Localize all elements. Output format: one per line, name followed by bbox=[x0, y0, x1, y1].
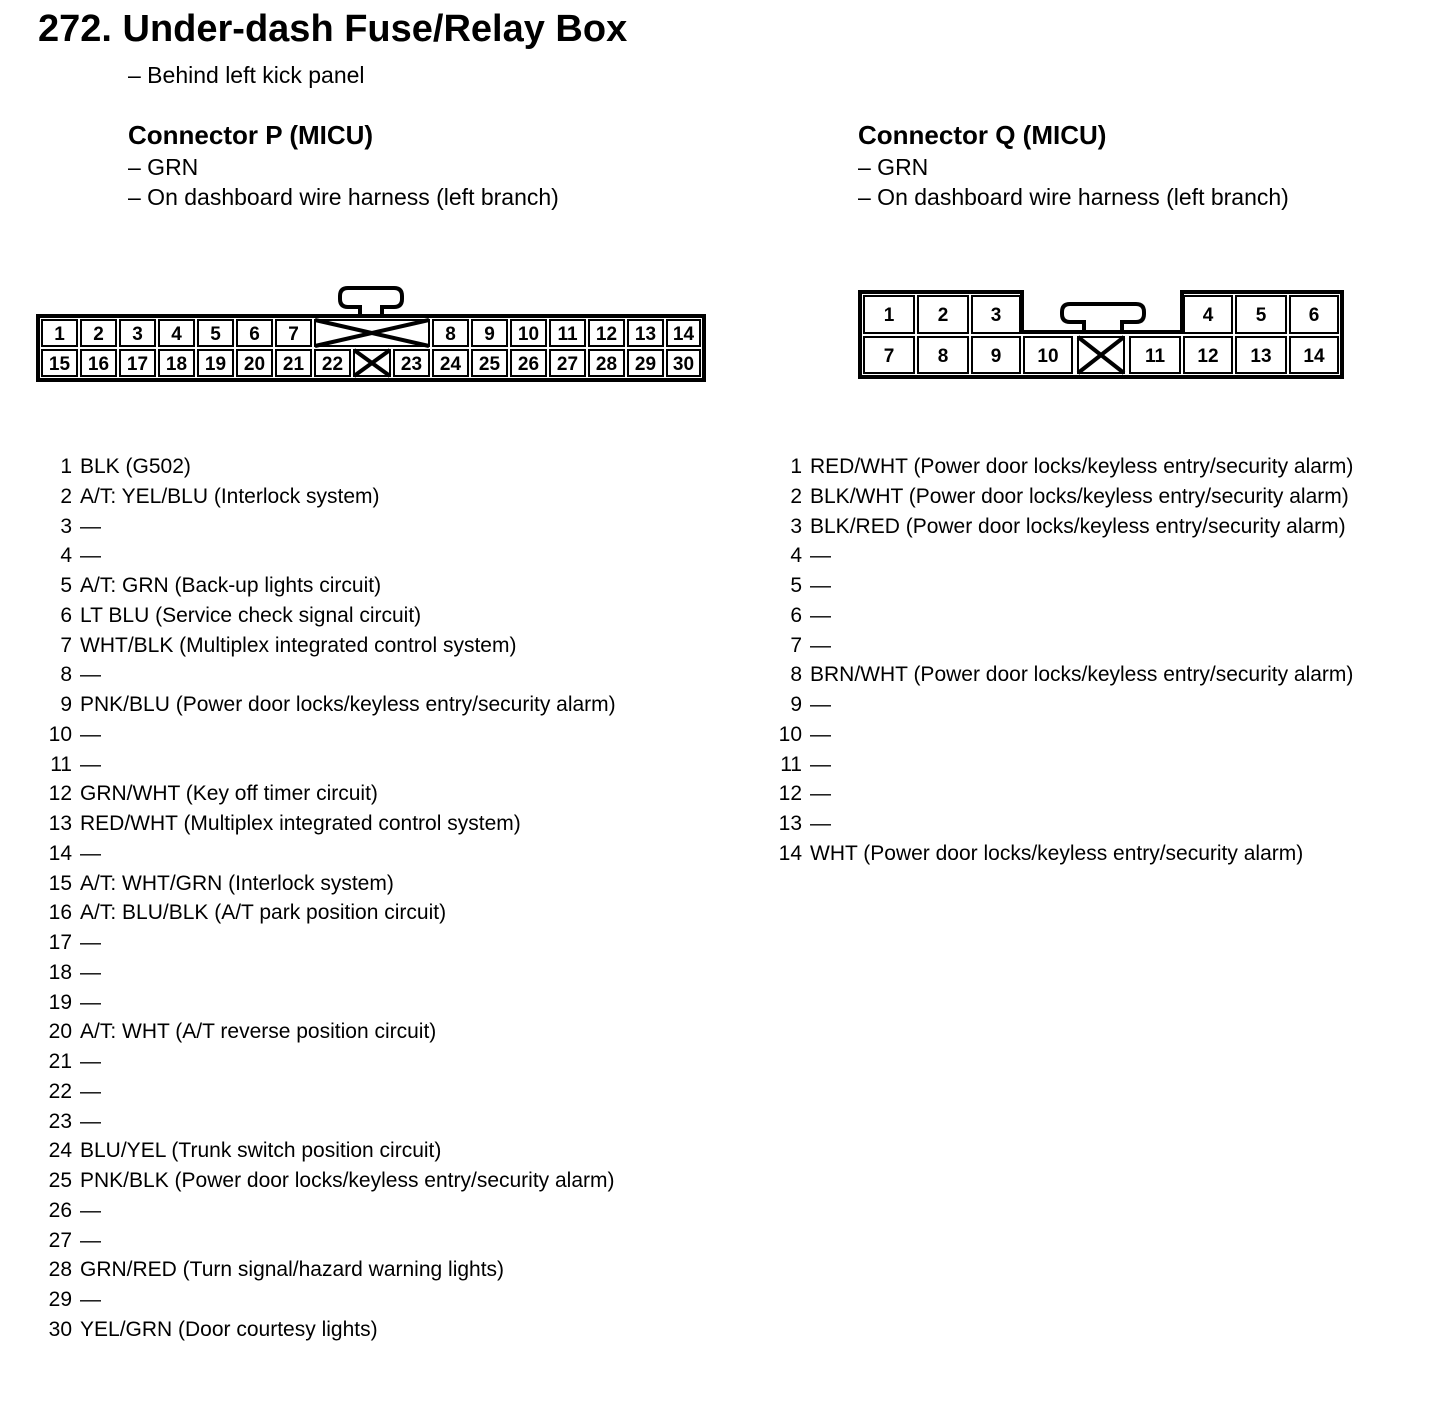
pin-description: BLU/YEL (Trunk switch position circuit) bbox=[80, 1139, 442, 1163]
connector-q-header bbox=[858, 118, 1289, 212]
pin-label-q: 9 bbox=[990, 346, 1002, 367]
pin-label-p: 30 bbox=[672, 354, 695, 375]
pin-label-p: 19 bbox=[204, 354, 227, 375]
connector-p-header bbox=[128, 118, 559, 212]
pin-label-p: 25 bbox=[478, 354, 501, 375]
pin-number: 2 bbox=[60, 484, 72, 508]
pin-row bbox=[40, 1136, 616, 1166]
pin-label-q: 11 bbox=[1144, 346, 1166, 367]
pin-label-q: 6 bbox=[1308, 305, 1320, 326]
pin-row bbox=[40, 1226, 616, 1256]
pin-label-p: 26 bbox=[517, 354, 540, 375]
pin-row bbox=[770, 660, 1353, 690]
pin-row bbox=[40, 571, 616, 601]
pin-row bbox=[40, 928, 616, 958]
pin-row bbox=[770, 631, 1353, 661]
pin-row bbox=[770, 779, 1353, 809]
pin-number: 3 bbox=[60, 514, 72, 538]
pin-row bbox=[770, 601, 1353, 631]
pin-description: — bbox=[80, 931, 101, 954]
pin-label-p: 3 bbox=[132, 324, 143, 345]
pin-label-q: 14 bbox=[1303, 346, 1325, 367]
pin-description: — bbox=[80, 841, 101, 865]
pin-description: — bbox=[80, 722, 101, 746]
pin-number: 9 bbox=[60, 693, 72, 716]
pin-number: 29 bbox=[48, 1288, 72, 1311]
pin-row bbox=[40, 869, 616, 899]
pin-row bbox=[770, 720, 1353, 750]
connector-q-color: – GRN bbox=[858, 154, 929, 180]
pin-label-p: 6 bbox=[249, 324, 260, 345]
pin-number: 8 bbox=[790, 663, 802, 687]
pin-row bbox=[40, 1047, 616, 1077]
pin-number: 20 bbox=[48, 1020, 72, 1044]
pin-row bbox=[40, 988, 616, 1018]
pin-label-p: 8 bbox=[445, 324, 456, 345]
pin-description: — bbox=[810, 782, 831, 806]
pin-description: — bbox=[810, 574, 831, 597]
pin-number: 14 bbox=[48, 841, 72, 865]
pin-number: 4 bbox=[60, 544, 72, 568]
pin-number: 11 bbox=[780, 752, 802, 776]
pin-description: YEL/GRN (Door courtesy lights) bbox=[80, 1317, 378, 1341]
pin-number: 12 bbox=[48, 782, 72, 806]
pin-number: 6 bbox=[60, 603, 72, 627]
pin-row bbox=[40, 898, 616, 928]
pin-number: 18 bbox=[48, 960, 72, 984]
pin-row bbox=[40, 809, 616, 839]
pin-row bbox=[40, 958, 616, 988]
pin-number: 2 bbox=[790, 484, 802, 508]
pin-number: 23 bbox=[48, 1109, 72, 1133]
pin-description: BLK/WHT (Power door locks/keyless entry/security alarm) bbox=[810, 484, 1349, 508]
pin-description: A/T: GRN (Back-up lights circuit) bbox=[80, 574, 382, 597]
connector-q-pin-list bbox=[770, 452, 1353, 869]
pin-description: A/T: WHT (A/T reverse position circuit) bbox=[80, 1020, 437, 1044]
pin-label-q: 5 bbox=[1255, 305, 1267, 326]
pin-row bbox=[40, 512, 616, 542]
pin-number: 10 bbox=[778, 722, 802, 746]
pin-number: 21 bbox=[48, 1050, 72, 1073]
pin-label-q: 2 bbox=[937, 305, 949, 326]
pin-row bbox=[40, 1315, 616, 1345]
connector-p-title: Connector P (MICU) bbox=[128, 120, 374, 150]
pin-description: PNK/BLK (Power door locks/keyless entry/security alarm) bbox=[80, 1169, 615, 1192]
pin-number: 12 bbox=[778, 782, 802, 806]
pin-description: — bbox=[810, 752, 831, 776]
pin-row bbox=[770, 452, 1353, 482]
pin-number: 7 bbox=[60, 633, 72, 657]
connector-q-diagram bbox=[852, 282, 1352, 387]
pin-description: — bbox=[80, 1288, 101, 1311]
pin-number: 25 bbox=[48, 1169, 72, 1192]
pin-row bbox=[40, 690, 616, 720]
pin-label-q: 4 bbox=[1202, 305, 1214, 326]
pin-description: LT BLU (Service check signal circuit) bbox=[80, 603, 422, 627]
pin-row bbox=[770, 839, 1353, 869]
pin-description: — bbox=[80, 1050, 101, 1073]
pin-number: 28 bbox=[48, 1258, 72, 1282]
pin-description: WHT/BLK (Multiplex integrated control system) bbox=[80, 633, 517, 657]
pin-label-p: 23 bbox=[400, 354, 423, 375]
pin-label-q: 13 bbox=[1250, 346, 1272, 367]
pin-description: — bbox=[80, 544, 101, 568]
pin-number: 1 bbox=[60, 455, 72, 478]
pin-number: 26 bbox=[48, 1198, 72, 1222]
pin-row bbox=[40, 1017, 616, 1047]
pin-label-p: 9 bbox=[484, 324, 495, 345]
pin-number: 24 bbox=[48, 1139, 72, 1163]
connector-p-diagram bbox=[30, 280, 720, 390]
pin-number: 10 bbox=[48, 722, 72, 746]
pin-description: — bbox=[80, 1198, 101, 1222]
pin-description: — bbox=[80, 1109, 101, 1133]
pin-row bbox=[40, 750, 616, 780]
pin-row bbox=[770, 690, 1353, 720]
pin-description: — bbox=[810, 633, 831, 657]
pin-description: BRN/WHT (Power door locks/keyless entry/security alarm) bbox=[810, 663, 1354, 687]
pin-row bbox=[40, 779, 616, 809]
pin-row bbox=[770, 571, 1353, 601]
pin-description: — bbox=[80, 1079, 101, 1103]
pin-description: RED/WHT (Multiplex integrated control system) bbox=[80, 812, 521, 835]
pin-label-p: 20 bbox=[243, 354, 266, 375]
pin-description: — bbox=[80, 514, 101, 538]
pin-row bbox=[40, 452, 616, 482]
pin-description: A/T: BLU/BLK (A/T park position circuit) bbox=[80, 901, 447, 925]
pin-label-p: 18 bbox=[165, 354, 188, 375]
pin-label-p: 12 bbox=[595, 324, 618, 345]
pin-number: 30 bbox=[48, 1317, 72, 1341]
pin-label-p: 10 bbox=[517, 324, 540, 345]
pin-description: — bbox=[80, 960, 101, 984]
pin-description: GRN/RED (Turn signal/hazard warning lights) bbox=[80, 1258, 505, 1282]
pin-number: 5 bbox=[790, 574, 802, 597]
pin-label-p: 15 bbox=[48, 354, 71, 375]
pin-row bbox=[40, 839, 616, 869]
pin-number: 13 bbox=[48, 812, 72, 835]
pin-label-p: 17 bbox=[126, 354, 149, 375]
pin-number: 1 bbox=[790, 455, 802, 478]
pin-label-q: 12 bbox=[1197, 346, 1219, 367]
pin-number: 13 bbox=[778, 812, 802, 835]
pin-description: — bbox=[810, 693, 831, 716]
pin-description: A/T: WHT/GRN (Interlock system) bbox=[80, 871, 394, 895]
connector-q-latch bbox=[1062, 304, 1144, 332]
pin-label-p: 27 bbox=[556, 354, 579, 375]
pin-description: GRN/WHT (Key off timer circuit) bbox=[80, 782, 378, 806]
pin-number: 7 bbox=[790, 633, 802, 657]
pin-label-p: 13 bbox=[634, 324, 657, 345]
pin-number: 4 bbox=[790, 544, 802, 568]
connector-p-harness: – On dashboard wire harness (left branch) bbox=[128, 184, 559, 210]
pin-number: 6 bbox=[790, 603, 802, 627]
pin-number: 11 bbox=[50, 752, 72, 776]
pin-description: — bbox=[80, 663, 101, 687]
pin-row bbox=[770, 482, 1353, 512]
pin-row bbox=[770, 541, 1353, 571]
pin-row bbox=[40, 720, 616, 750]
pin-label-q: 10 bbox=[1037, 346, 1059, 367]
pin-row bbox=[770, 750, 1353, 780]
pin-number: 22 bbox=[48, 1079, 72, 1103]
pin-number: 19 bbox=[48, 990, 72, 1014]
pin-number: 14 bbox=[778, 841, 802, 865]
pin-row bbox=[40, 660, 616, 690]
pin-number: 8 bbox=[60, 663, 72, 687]
pin-description: A/T: YEL/BLU (Interlock system) bbox=[80, 484, 380, 508]
pin-row bbox=[40, 541, 616, 571]
pin-description: — bbox=[80, 1228, 101, 1252]
pin-description: BLK (G502) bbox=[80, 455, 191, 478]
pin-number: 5 bbox=[60, 574, 72, 597]
pin-label-p: 14 bbox=[672, 324, 695, 345]
pin-description: — bbox=[810, 603, 831, 627]
pin-description: — bbox=[810, 812, 831, 835]
pin-label-p: 22 bbox=[321, 354, 344, 375]
pin-label-p: 7 bbox=[288, 324, 299, 345]
pin-row bbox=[40, 1166, 616, 1196]
pin-row bbox=[40, 1196, 616, 1226]
pin-label-p: 5 bbox=[210, 324, 221, 345]
pin-label-p: 1 bbox=[54, 324, 65, 345]
pin-label-p: 29 bbox=[634, 354, 657, 375]
connector-p-pin-list bbox=[40, 452, 616, 1345]
pin-description: PNK/BLU (Power door locks/keyless entry/security alarm) bbox=[80, 693, 616, 716]
connector-q-title: Connector Q (MICU) bbox=[858, 120, 1107, 150]
pin-description: WHT (Power door locks/keyless entry/security alarm) bbox=[810, 841, 1304, 865]
pin-label-p: 4 bbox=[171, 324, 182, 345]
pin-row bbox=[770, 512, 1353, 542]
pin-label-q: 7 bbox=[883, 346, 895, 367]
pin-description: BLK/RED (Power door locks/keyless entry/security alarm) bbox=[810, 514, 1346, 538]
pin-number: 15 bbox=[48, 871, 72, 895]
connector-q-harness: – On dashboard wire harness (left branch) bbox=[858, 184, 1289, 210]
pin-number: 27 bbox=[48, 1228, 72, 1252]
pin-label-q: 3 bbox=[990, 305, 1002, 326]
pin-number: 9 bbox=[790, 693, 802, 716]
pin-description: — bbox=[80, 990, 101, 1014]
pin-description: RED/WHT (Power door locks/keyless entry/security alarm) bbox=[810, 455, 1354, 478]
pin-label-p: 21 bbox=[282, 354, 305, 375]
page-title: 272. Under-dash Fuse/Relay Box bbox=[38, 8, 628, 50]
pin-label-p: 2 bbox=[93, 324, 104, 345]
pin-row bbox=[40, 482, 616, 512]
pin-description: — bbox=[80, 752, 101, 776]
connector-p-latch bbox=[340, 288, 402, 316]
pin-label-q: 8 bbox=[937, 346, 949, 367]
pin-row bbox=[40, 1285, 616, 1315]
pin-label-q: 1 bbox=[883, 305, 895, 326]
pin-row bbox=[770, 809, 1353, 839]
pin-row bbox=[40, 601, 616, 631]
pin-number: 16 bbox=[48, 901, 72, 925]
location-note: – Behind left kick panel bbox=[128, 62, 365, 88]
pin-number: 3 bbox=[790, 514, 802, 538]
pin-row bbox=[40, 1255, 616, 1285]
pin-description: — bbox=[810, 722, 831, 746]
pin-description: — bbox=[810, 544, 831, 568]
pin-number: 17 bbox=[48, 931, 72, 954]
pin-label-p: 11 bbox=[557, 324, 578, 345]
pin-label-p: 24 bbox=[439, 354, 462, 375]
pin-row bbox=[40, 631, 616, 661]
connector-p-color: – GRN bbox=[128, 154, 199, 180]
pin-row bbox=[40, 1107, 616, 1137]
pin-label-p: 28 bbox=[595, 354, 618, 375]
pin-label-p: 16 bbox=[87, 354, 110, 375]
pin-row bbox=[40, 1077, 616, 1107]
